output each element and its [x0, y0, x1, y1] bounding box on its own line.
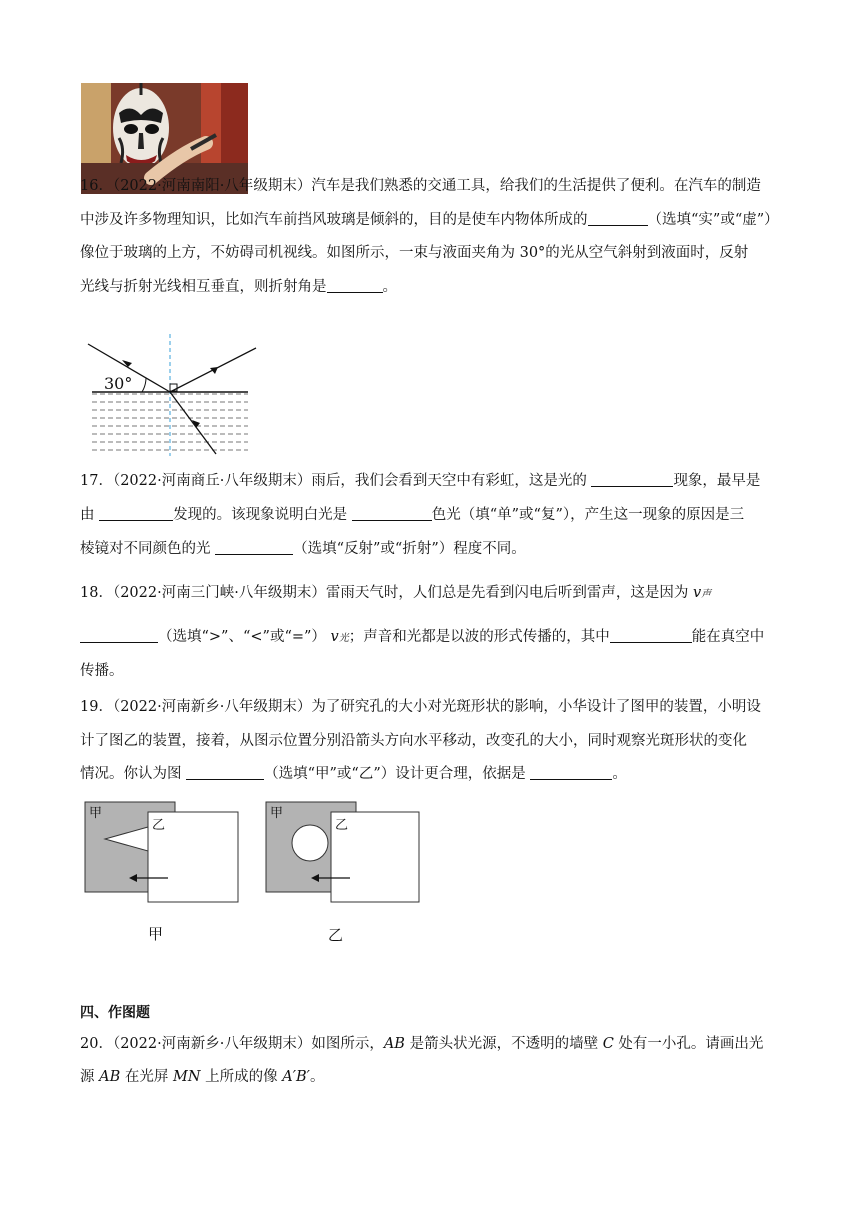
q17-line-3 — [80, 539, 780, 559]
q17-blank-2[interactable] — [99, 506, 173, 521]
q16-text-4a: 光线与折射光线相互垂直，则折射角是 — [80, 279, 327, 295]
q20-text-2a: 源 — [80, 1069, 100, 1085]
q18-text-2a: （选填“>”、“<”或“=”） — [158, 629, 326, 645]
q17-line-1 — [80, 471, 780, 491]
section-title: 四、作图题 — [80, 1005, 150, 1021]
q16-text-3: 像位于玻璃的上方，不妨碍司机视线。如图所示，一束与液面夹角为 30°的光从空气斜射到液面时，反射 — [80, 245, 749, 261]
q20-ab-2: AB — [99, 1069, 121, 1085]
q19-text-3b: （选填“甲”或“乙”）设计更合理，依据是 — [264, 766, 531, 782]
q17-text-2a: 由 — [80, 507, 100, 523]
apparatus-jia — [85, 802, 238, 902]
board-jia-left-label: 甲 — [89, 806, 103, 821]
q20-ab: AB — [383, 1036, 405, 1052]
q17-text-1b: 现象，最早是 — [673, 473, 761, 489]
q19-line-2 — [80, 731, 780, 751]
q19-aperture-figure — [80, 795, 430, 955]
q20-text-2b: 在光屏 — [120, 1069, 173, 1085]
q16-blank-2[interactable] — [327, 278, 383, 293]
q16-text-1: 16．（2022·河南南阳·八年级期末）汽车是我们熟悉的交通工具，给我们的生活提供了便利。在汽车的制造 — [80, 178, 761, 194]
q18-line-2 — [80, 627, 780, 649]
q19-line-3 — [80, 764, 780, 784]
caption-yi: 乙 — [328, 926, 344, 944]
q20-text-2c: 上所成的像 — [200, 1069, 283, 1085]
q19-text-2: 计了图乙的装置，接着，从图示位置分别沿箭头方向水平移动，改变孔的大小，同时观察光斑形状的变化 — [80, 733, 747, 749]
q16-blank-1[interactable] — [588, 211, 648, 226]
q17-text-2b: 发现的。该现象说明白光是 — [173, 507, 352, 523]
q17-blank-1[interactable] — [591, 472, 673, 487]
q20-line-2 — [80, 1067, 780, 1087]
q18-blank-1[interactable] — [80, 628, 158, 643]
q17-text-1a: 17．（2022·河南商丘·八年级期末）雨后，我们会看到天空中有彩虹，这是光的 — [80, 473, 592, 489]
board-yi-left-label: 乙 — [152, 818, 166, 833]
q17-text-3a: 棱镜对不同颜色的光 — [80, 541, 216, 557]
incident-arrow — [122, 360, 132, 367]
q19-blank-1[interactable] — [186, 765, 264, 780]
board-yi-right-label: 乙 — [335, 818, 349, 833]
circle-hole — [292, 825, 328, 861]
angle-arc — [142, 378, 146, 392]
q16-line-4 — [80, 277, 780, 297]
q20-text-1a: 20．（2022·河南新乡·八年级期末）如图所示， — [80, 1036, 384, 1052]
q16-text-2a: 中涉及许多物理知识，比如汽车前挡风玻璃是倾斜的，目的是使车内物体所成的 — [80, 212, 588, 228]
liquid-region — [92, 393, 248, 455]
q16-line-1 — [80, 176, 780, 196]
q20-c: C — [602, 1036, 614, 1052]
q19-line-1 — [80, 697, 780, 717]
q20-text-2d: 。 — [309, 1069, 325, 1085]
q20-text-1c: 处有一小孔。请画出光 — [613, 1036, 764, 1052]
q17-line-2 — [80, 505, 780, 525]
q20-mn: MN — [172, 1069, 201, 1085]
q16-text-2b: （选填“实”或“虚”） — [647, 212, 779, 228]
q18-text-2c: 能在真空中 — [691, 629, 765, 645]
q17-text-2c: 色光（填“单”或“复”），产生这一现象的原因是三 — [431, 507, 745, 523]
q16-line-3 — [80, 243, 780, 263]
q18-blank-2[interactable] — [610, 628, 692, 643]
q20-text-1b: 是箭头状光源，不透明的墙壁 — [404, 1036, 603, 1052]
caption-jia: 甲 — [148, 925, 164, 943]
q16-text-4b: 。 — [382, 279, 397, 295]
q20-line-1 — [80, 1034, 780, 1054]
angle-label: 30° — [104, 374, 133, 393]
q20-image: A′B′ — [282, 1069, 310, 1085]
q17-blank-4[interactable] — [215, 540, 293, 555]
q17-text-3b: （选填“反射”或“折射”）程度不同。 — [293, 541, 526, 557]
q18-line-3 — [80, 661, 780, 681]
q19-blank-2[interactable] — [530, 765, 612, 780]
q16-line-2 — [80, 210, 780, 230]
q18-v-sound: v — [692, 585, 702, 601]
q18-text-3: 传播。 — [80, 663, 124, 679]
q19-text-3c: 。 — [612, 766, 627, 782]
q18-text-2b: ；声音和光都是以波的形式传播的，其中 — [348, 629, 610, 645]
q18-v-light: v — [330, 629, 339, 645]
q18-sub-light: 光 — [338, 633, 349, 644]
q16-refraction-figure — [84, 334, 264, 458]
q18-text-1a: 18．（2022·河南三门峡·八年级期末）雷雨天气时，人们总是先看到闪电后听到雷声，这是因为 — [80, 585, 689, 601]
board-jia-right-label: 甲 — [270, 806, 284, 821]
apparatus-yi — [266, 802, 419, 902]
q19-text-1: 19．（2022·河南新乡·八年级期末）为了研究孔的大小对光斑形状的影响，小华设计了图甲的装置，小明设 — [80, 699, 761, 715]
q19-text-3a: 情况。你认为图 — [80, 766, 187, 782]
q18-line-1 — [80, 583, 780, 605]
q17-blank-3[interactable] — [352, 506, 432, 521]
q18-sub-sound: 声 — [701, 589, 712, 600]
